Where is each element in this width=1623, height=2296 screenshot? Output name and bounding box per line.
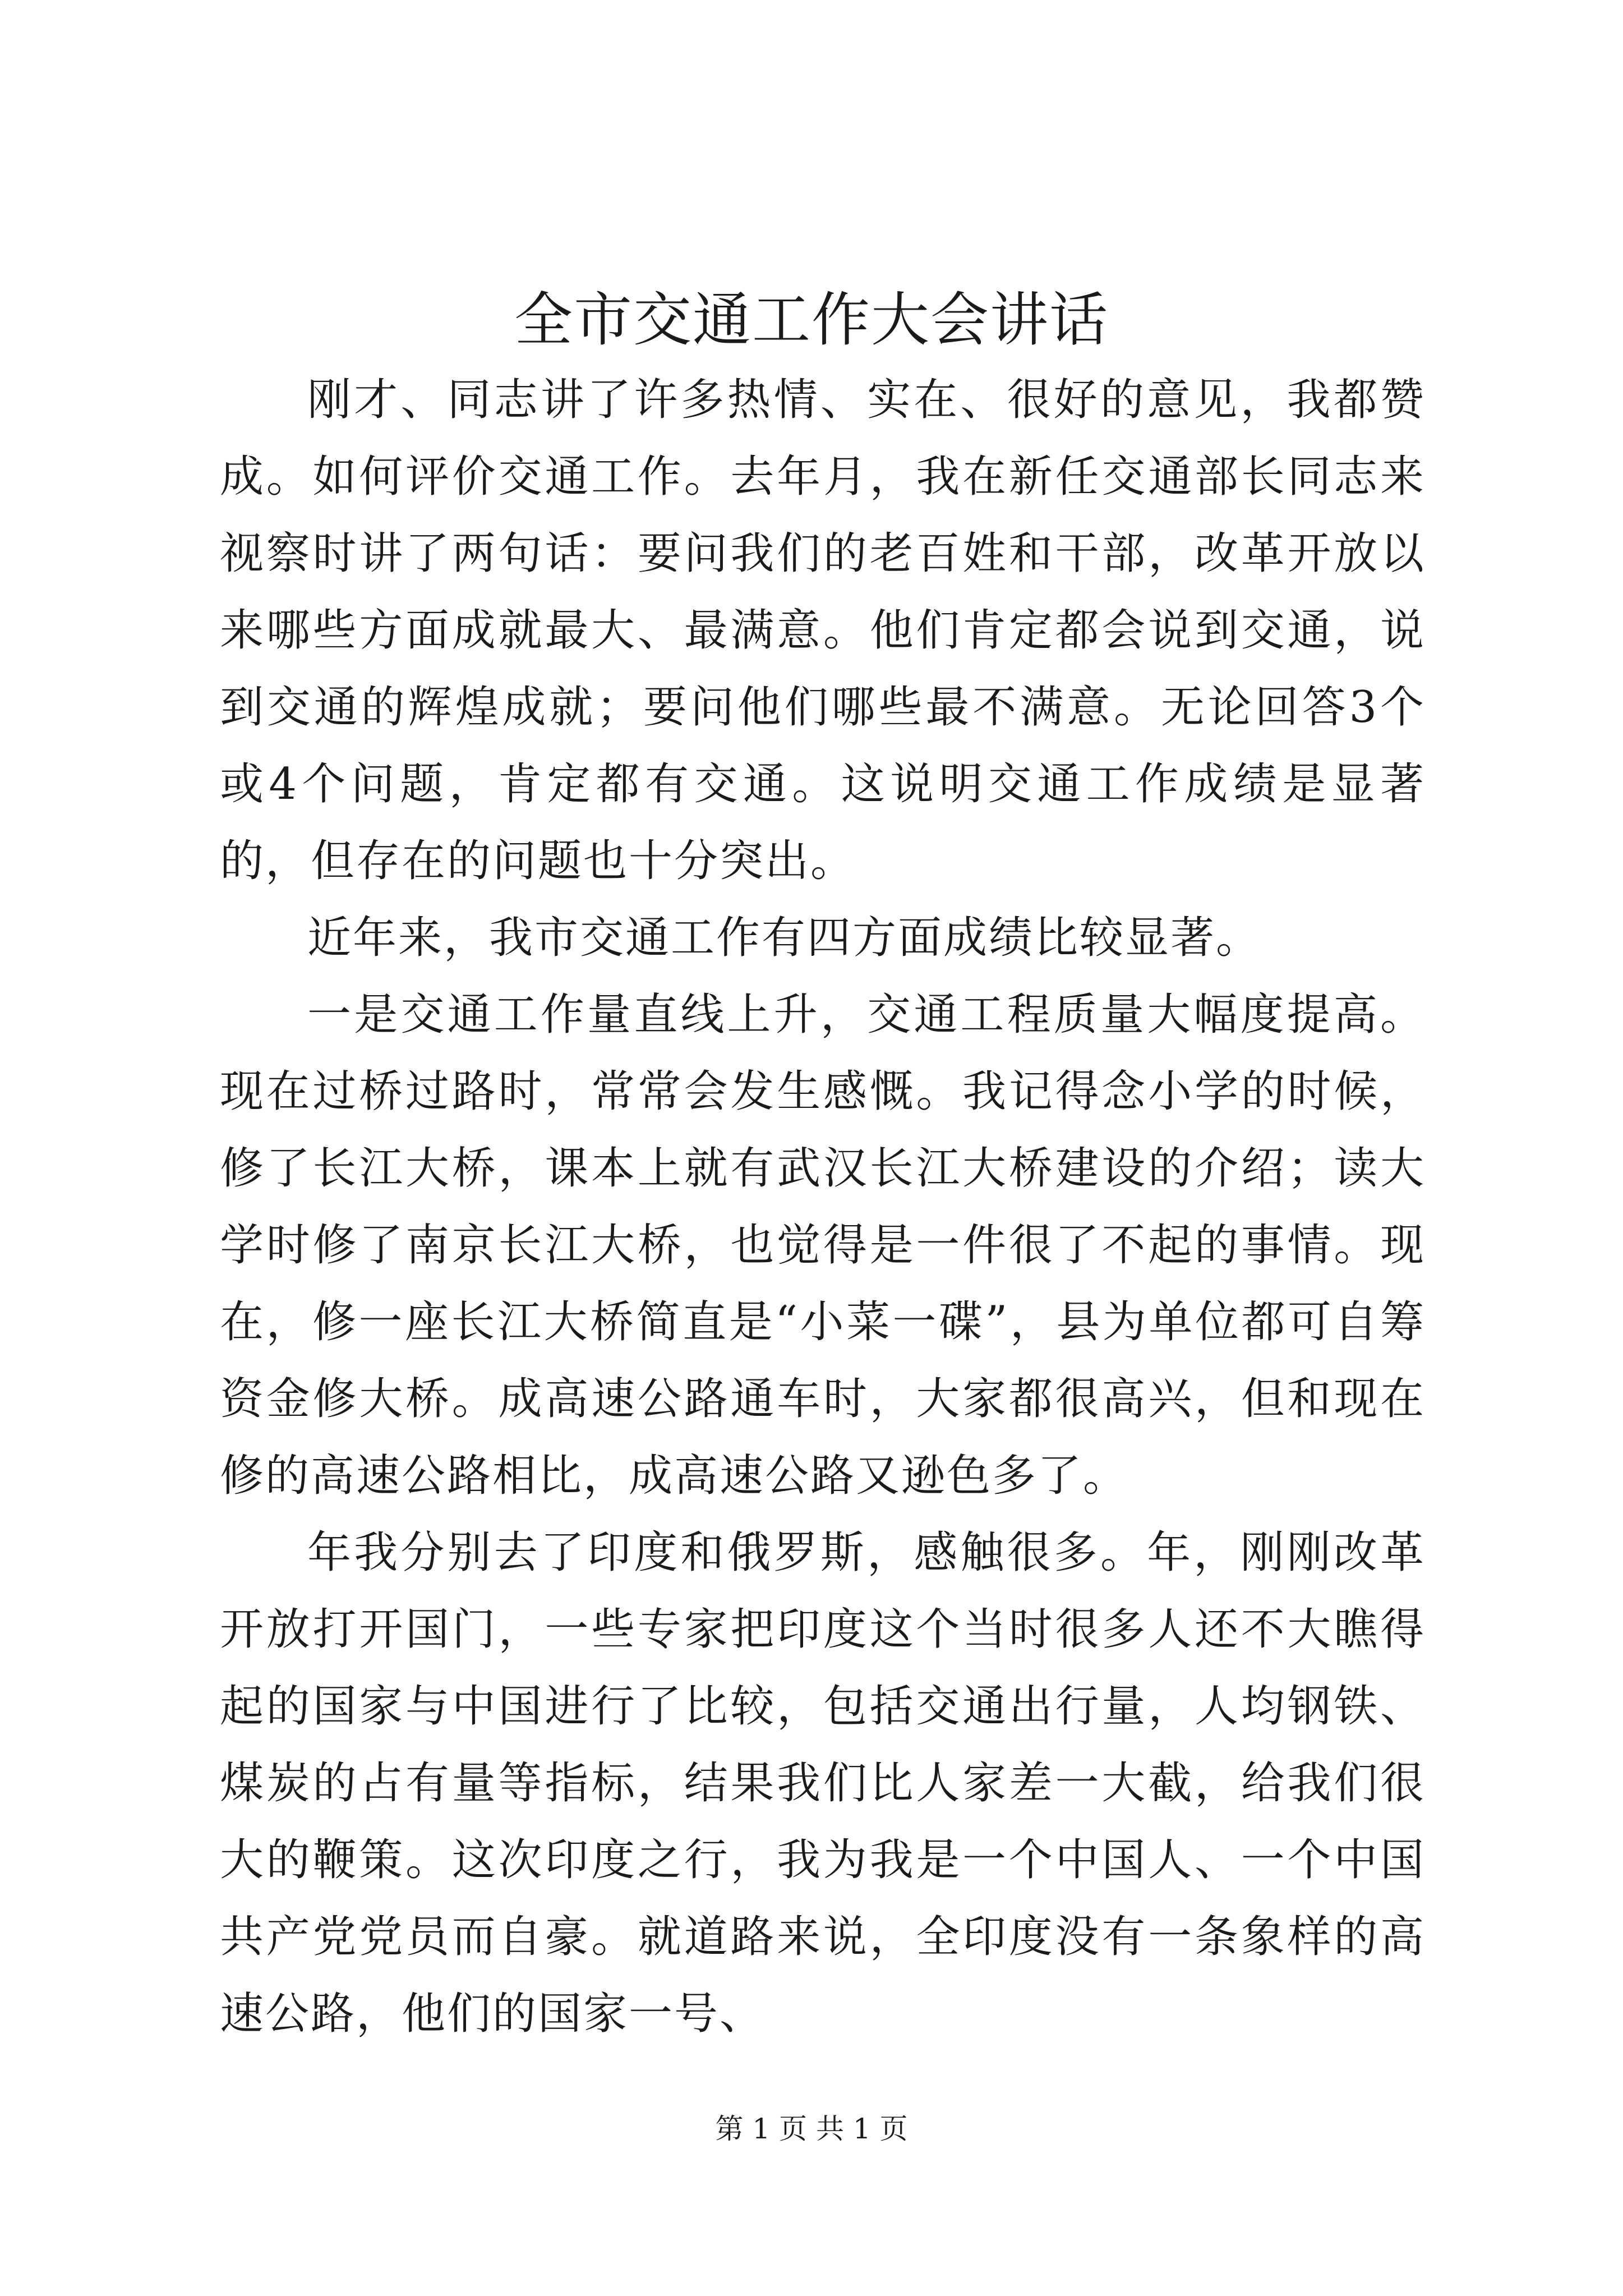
page-footer [0,2109,1623,2148]
paragraph: 刚才、同志讲了许多热情、实在、很好的意见，我都赞成。如何评价交通工作。去年月，我在新任交通部长同志来视察时讲了两句话：要问我们的老百姓和干部，改革开放以来哪些方面成就最大、最满意。他们肯定都会说到交通，说到交通的辉煌成就；要问他们哪些最不满意。无论回答3个或4个问题，肯定都有交通。这说明交通工作成绩是显著的，但存在的问题也十分突出。 [220,375,1426,886]
document-title: 全市交通工作大会讲话 [514,286,1109,354]
document-body [220,362,1426,2053]
page-number-label: 第 1 页 共 1 页 [715,2113,908,2145]
paragraph: 一是交通工作量直线上升，交通工程质量大幅度提高。现在过桥过路时，常常会发生感慨。我记得念小学的时候，修了长江大桥，课本上就有武汉长江大桥建设的介绍；读大学时修了南京长江大桥，也觉得是一件很了不起的事情。现在，修一座长江大桥简直是“小菜一碟”，县为单位都可自筹资金修大桥。成高速公路通车时，大家都很高兴，但和现在修的高速公路相比，成高速公路又逊色多了。 [220,990,1426,1501]
paragraph: 近年来，我市交通工作有四方面成绩比较显著。 [307,913,1262,963]
paragraph: 年我分别去了印度和俄罗斯，感触很多。年，刚刚改革开放打开国门，一些专家把印度这个当时很多人还不大瞧得起的国家与中国进行了比较，包括交通出行量，人均钢铁、煤炭的占有量等指标，结果我们比人家差一大截，给我们很大的鞭策。这次印度之行，我为我是一个中国人、一个中国共产党党员而自豪。就道路来说，全印度没有一条象样的高速公路，他们的国家一号、 [220,1527,1426,2039]
